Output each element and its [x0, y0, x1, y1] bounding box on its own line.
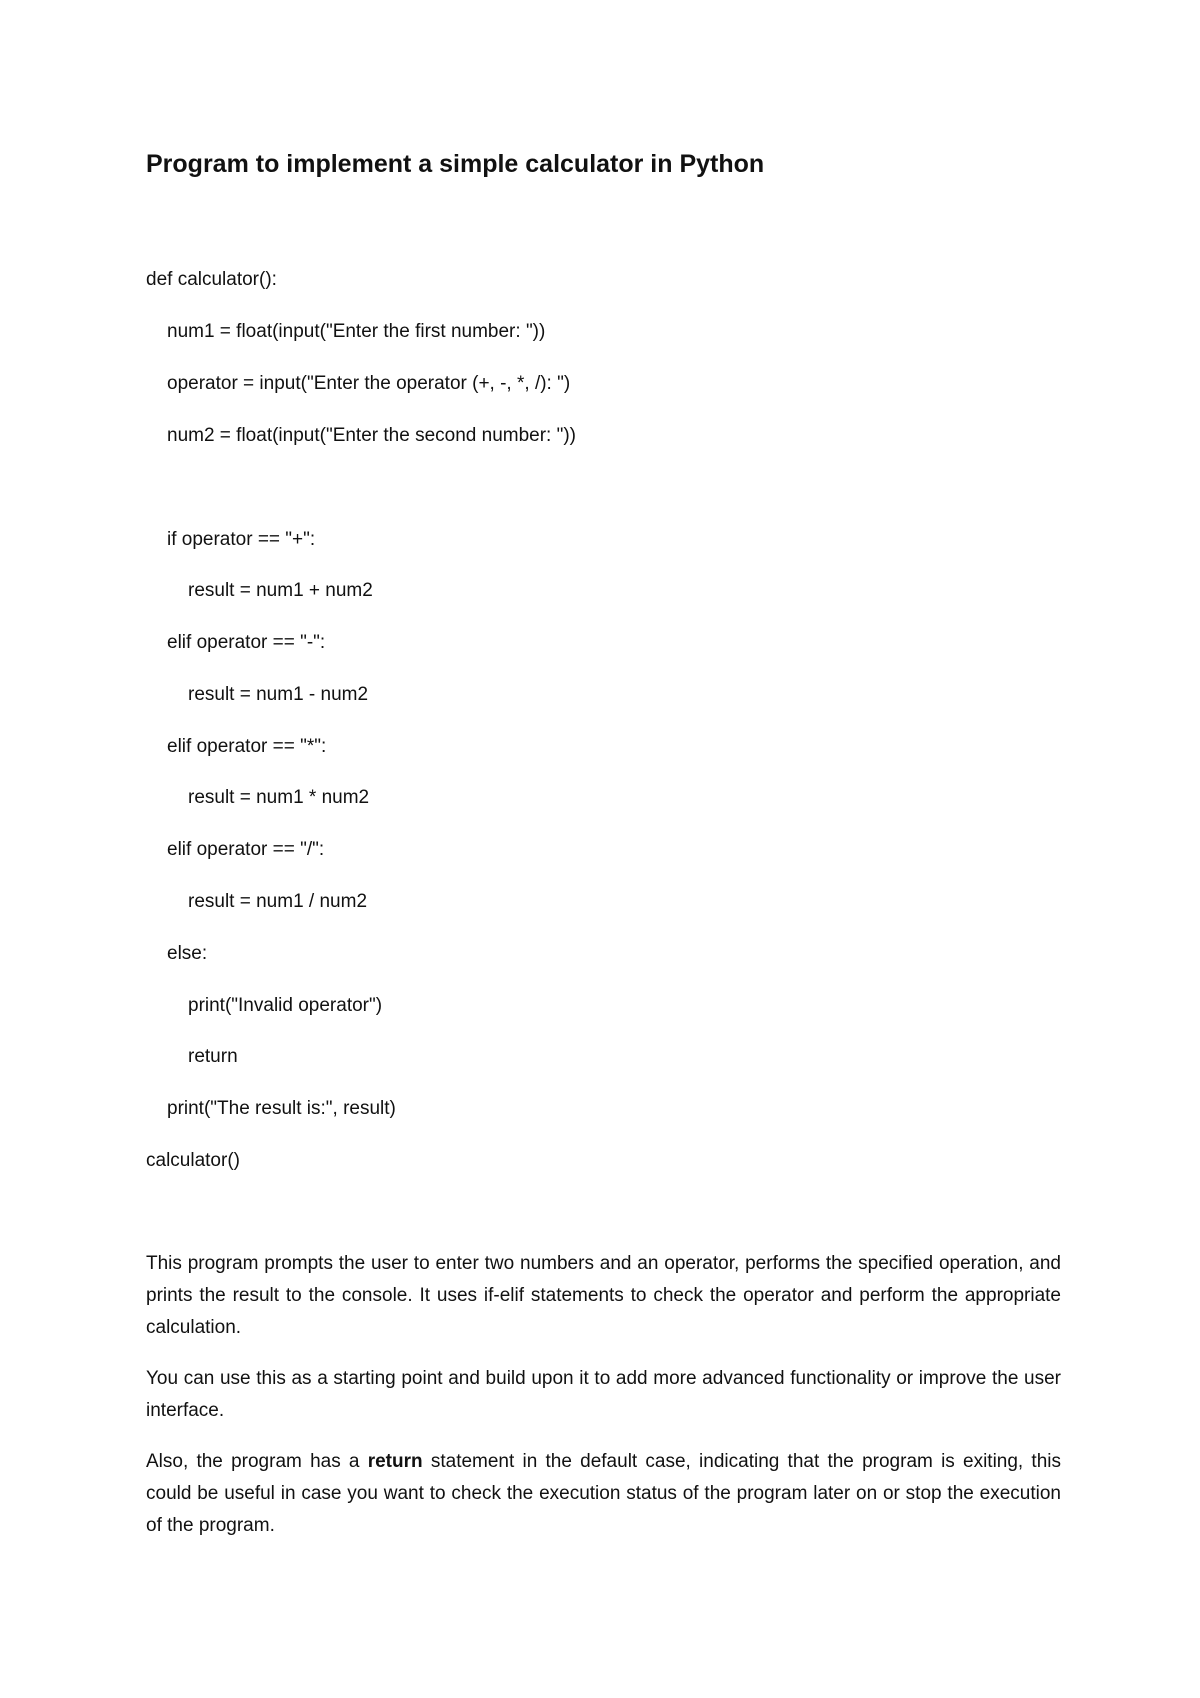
code-line: result = num1 - num2 — [188, 684, 369, 705]
code-line: elif operator == "-": — [167, 632, 326, 653]
code-line: else: — [167, 943, 208, 964]
code-line: return — [188, 1046, 238, 1067]
return-note-paragraph — [146, 1446, 1061, 1542]
code-line: result = num1 / num2 — [188, 891, 368, 912]
return-note-text: Also, the program has a — [146, 1451, 368, 1472]
code-line: result = num1 * num2 — [188, 787, 370, 808]
code-line: operator = input("Enter the operator (+, -, *, /): ") — [167, 373, 571, 394]
code-line: num1 = float(input("Enter the first number: ")) — [167, 321, 546, 342]
code-line: elif operator == "*": — [167, 736, 327, 757]
page-title: Program to implement a simple calculator in Python — [146, 150, 765, 178]
code-line: print("Invalid operator") — [188, 995, 383, 1016]
description-paragraph: This program prompts the user to enter two numbers and an operator, performs the specified operation, and prints the result to the console. It uses if-elif statements to check the operator and perform the appropriate calculation. — [146, 1253, 1061, 1338]
code-line: print("The result is:", result) — [167, 1098, 396, 1119]
code-line: if operator == "+": — [167, 529, 316, 550]
code-line: result = num1 + num2 — [188, 580, 373, 601]
code-line: elif operator == "/": — [167, 839, 325, 860]
suggestion-paragraph: You can use this as a starting point and build upon it to add more advanced functionality or improve the user interface. — [146, 1368, 1061, 1421]
code-line: num2 = float(input("Enter the second number: ")) — [167, 425, 577, 446]
code-line: calculator() — [146, 1150, 240, 1171]
return-note-text: statement in the default case, indicating that the program is exiting, this could be useful in case you want to check the execution status of the program later on or stop the execution of the program. — [146, 1451, 1061, 1536]
code-line: def calculator(): — [146, 269, 277, 290]
return-keyword: return — [367, 1451, 423, 1472]
